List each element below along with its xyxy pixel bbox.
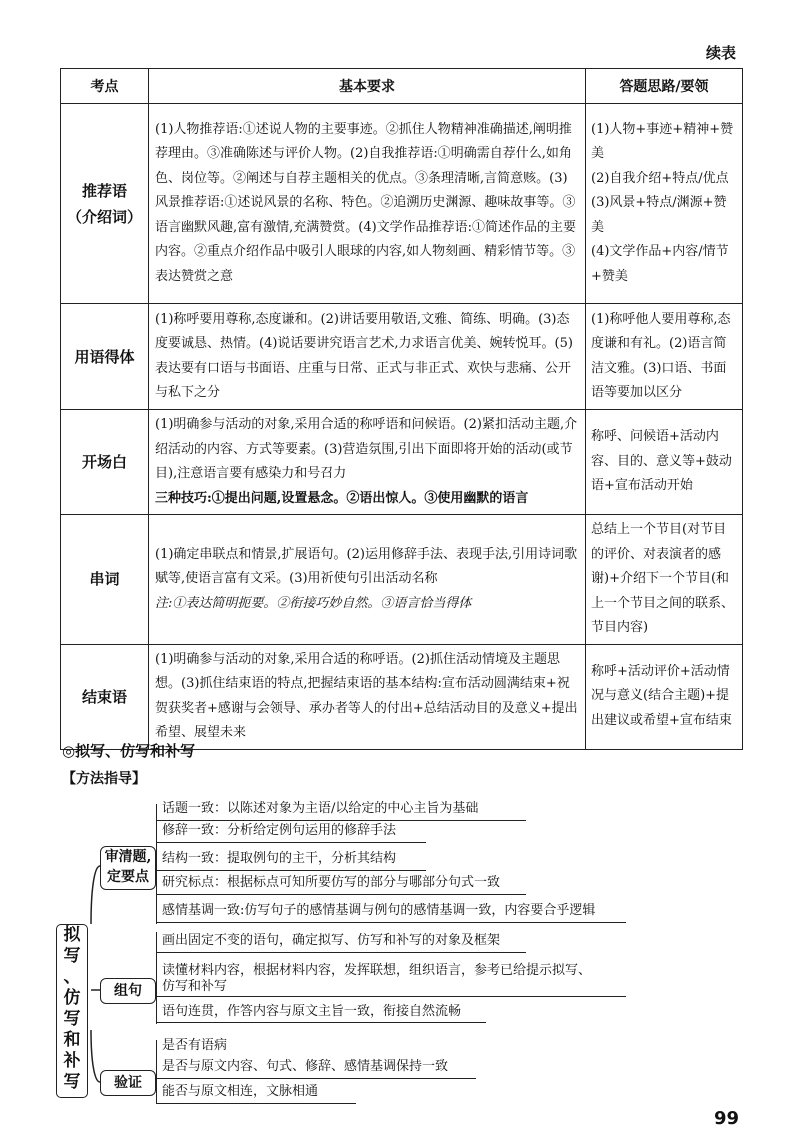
page-number: 99 xyxy=(714,1108,740,1129)
mindmap-root: 拟 写 、 仿 写 和 补 写 xyxy=(56,924,88,1098)
branch-compose-label: 组句 xyxy=(100,978,156,1004)
branch-item: 结构一致：提取例句的主干，分析其结构 xyxy=(162,851,397,866)
header-key-point: 考点 xyxy=(61,69,149,104)
row-answer: 总结上一个节目(对节目的评价、对表演者的感谢)+介绍下一个节目(和上一个节目之间的联系、节目内容) xyxy=(586,515,743,645)
method-title: 【方法指导】 xyxy=(62,771,146,787)
row-name: 推荐语 （介绍词） xyxy=(61,104,149,304)
technique-note: 三种技巧:①提出问题,设置悬念。②语出惊人。③使用幽默的语言 xyxy=(155,490,529,506)
row-requirement: (1)明确参与活动的对象,采用合适的称呼语和问候语。(2)紧扣活动主题,介绍活动的内容、方式等要素。(3)营造氛围,引出下面即将开始的活动(或节目),注意语言要有感染力和号召力 三种技巧:①提出问题,设置悬念。②语出惊人。③使用幽默的语言 xyxy=(149,410,586,515)
branch-item: 话题一致：以陈述对象为主语/以给定的中心主旨为基础 xyxy=(162,801,479,816)
row-requirement: (1)称呼要用尊称,态度谦和。(2)讲话要用敬语,文雅、简练、明确。(3)态度要诚恳、热情。(4)说话要讲究语言艺术,力求语言优美、婉转悦耳。(5)表达要有口语与书面语、庄重与日常、正式与非正式、欢快与悲痛、公开与私下之分 xyxy=(149,304,586,410)
branch-item: 是否与原文内容、句式、修辞、感情基调保持一致 xyxy=(162,1059,449,1074)
branch-item: 是否有语病 xyxy=(162,1038,228,1053)
branch-verify-label: 验证 xyxy=(100,1070,156,1096)
row-answer: 称呼、问候语+活动内容、目的、意义等+鼓动语+宣布活动开始 xyxy=(586,410,743,515)
branch-item: 画出固定不变的语句，确定拟写、仿写和补写的对象及框架 xyxy=(162,933,501,948)
row-answer: (1)人物+事迹+精神+赞美 (2)自我介绍+特点/优点 (3)风景+特点/渊源+赞美 (4)文学作品+内容/情节+赞美 xyxy=(586,104,743,304)
branch-item: 修辞一致：分析给定例句运用的修辞手法 xyxy=(162,823,397,838)
row-name: 用语得体 xyxy=(61,304,149,410)
branch-item: 感情基调一致:仿写句子的感情基调与例句的感情基调一致，内容要合乎逻辑 xyxy=(162,903,596,918)
branch-item: 仿写和补写 xyxy=(162,979,228,994)
row-requirement: (1)人物推荐语:①述说人物的主要事迹。②抓住人物精神准确描述,阐明推荐理由。③准确陈述与评价人物。(2)自我推荐语:①明确需自荐什么,如角色、岗位等。②阐述与自荐主题相关的优点。③条理清晰,言简意赅。(3)风景推荐语:①述说风景的名称、特色。②追溯历史渊源、趣味故事等。③语言幽默风趣,富有激情,充满赞赏。(4)文学作品推荐语:①简述作品的主要内容。②重点介绍作品中吸引人眼球的内容,如人物刻画、精彩情节等。③表达赞赏之意 xyxy=(149,104,586,304)
section-title: ◎拟写、仿写和补写 xyxy=(62,742,196,760)
branch-item: 能否与原文相连，文脉相通 xyxy=(162,1084,319,1099)
header-answer: 答题思路/要领 xyxy=(586,69,743,104)
row-name: 串词 xyxy=(61,515,149,645)
row-name: 结束语 xyxy=(61,644,149,749)
row-requirement: (1)确定串联点和情景,扩展语句。(2)运用修辞手法、表现手法,引用诗词歌赋等,使语言富有文采。(3)用祈使句引出活动名称 注:①表达简明扼要。②衔接巧妙自然。③语言恰当得体 xyxy=(149,515,586,645)
note: 注:①表达简明扼要。②衔接巧妙自然。③语言恰当得体 xyxy=(155,595,472,611)
branch-item: 研究标点：根据标点可知所要仿写的部分与哪部分句式一致 xyxy=(162,875,501,890)
header-requirement: 基本要求 xyxy=(149,69,586,104)
row-answer: (1)称呼他人要用尊称,态度谦和有礼。(2)语言简洁文雅。(3)口语、书面语等要加以区分 xyxy=(586,304,743,410)
branch-review-label: 审清题, 定要点 xyxy=(100,846,156,890)
branch-item: 读懂材料内容，根据材料内容，发挥联想，组织语言，参考已给提示拟写、 xyxy=(162,963,592,978)
continued-label: 续表 xyxy=(706,44,737,62)
branch-item: 语句连贯，作答内容与原文主旨一致，衔接自然流畅 xyxy=(162,1004,462,1019)
row-requirement: (1)明确参与活动的对象,采用合适的称呼语。(2)抓住活动情境及主题思想。(3)抓住结束语的特点,把握结束语的基本结构:宣布活动圆满结束+祝贺获奖者+感谢与会领导、承办者等人的付出+总结活动目的及意义+提出希望、展望未来 xyxy=(149,644,586,749)
row-answer: 称呼+活动评价+活动情况与意义(结合主题)+提出建议或希望+宣布结束 xyxy=(586,644,743,749)
row-name: 开场白 xyxy=(61,410,149,515)
